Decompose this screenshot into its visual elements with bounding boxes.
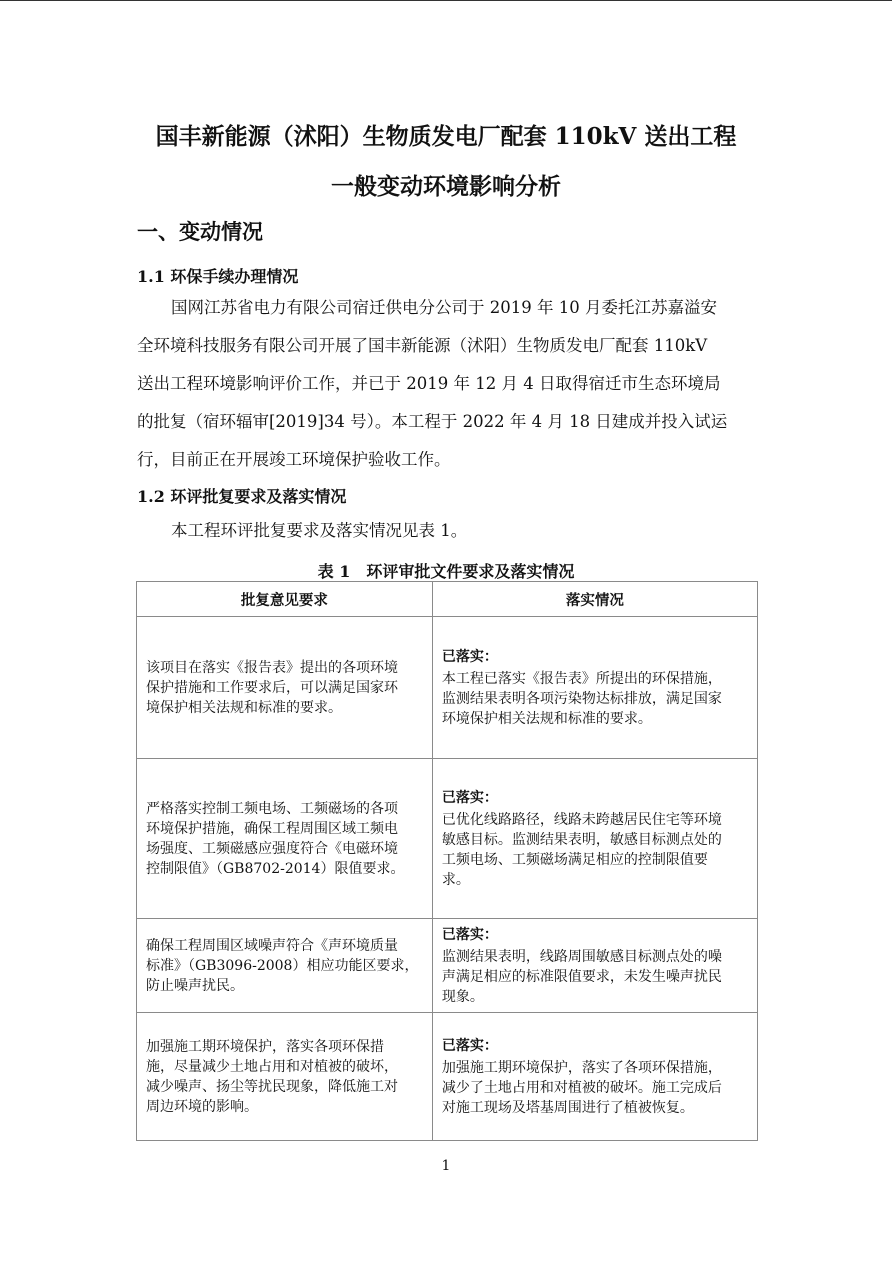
implementation-cell [432,919,757,1013]
document-title-line1: 国丰新能源（沭阳）生物质发电厂配套 110kV 送出工程 [155,123,737,150]
section-heading: 一、变动情况 [137,219,263,244]
requirement-cell [137,617,433,759]
paragraph-line: 本工程环评批复要求及落实情况见表 1。 [171,521,468,540]
paragraph-line: 国网江苏省电力有限公司宿迁供电分公司于 2019 年 10 月委托江苏嘉溢安 [171,298,717,317]
cell-line: 环境保护措施，确保工程周围区域工频电 [146,820,398,837]
cell-line: 减少噪声、扬尘等扰民现象，降低施工对 [146,1078,398,1095]
cell-line: 对施工现场及塔基周围进行了植被恢复。 [441,1099,694,1116]
cell-line: 减少了土地占用和对植被的破坏。施工完成后 [441,1079,722,1096]
cell-line: 保护措施和工作要求后，可以满足国家环 [146,679,398,696]
cell-line: 标准》（GB3096-2008）相应功能区要求， [146,957,419,974]
status-label: 已落实： [441,789,498,806]
document-title-line2: 一般变动环境影响分析 [331,173,561,200]
column-header-implementation: 落实情况 [432,582,757,617]
cell-line: 境保护相关法规和标准的要求。 [146,699,342,716]
cell-line: 敏感目标。监测结果表明，敏感目标测点处的 [441,831,722,848]
requirement-cell [137,1013,433,1141]
cell-line: 本工程已落实《报告表》所提出的环保措施， [441,670,722,687]
cell-line: 该项目在落实《报告表》提出的各项环境 [146,659,398,676]
implementation-cell [432,1013,757,1141]
paragraph-line: 的批复（宿环辐审[2019]34 号）。本工程于 2022 年 4 月 18 日建成并投入试运 [137,412,728,431]
paragraph-line: 全环境科技服务有限公司开展了国丰新能源（沭阳）生物质发电厂配套 110kV [137,336,708,355]
cell-line: 现象。 [441,988,484,1005]
requirement-cell [137,919,433,1013]
table-header-row [137,582,758,617]
cell-line: 确保工程周围区域噪声符合《声环境质量 [146,937,398,954]
table-row [137,759,758,919]
table-row [137,617,758,759]
paragraph-line: 行，目前正在开展竣工环境保护验收工作。 [137,450,451,469]
paragraph-environmental-procedures [137,289,757,479]
cell-line: 周边环境的影响。 [146,1098,258,1115]
page-top-border [0,0,892,1]
status-label: 已落实： [441,1037,498,1054]
implementation-cell [432,617,757,759]
cell-line: 加强施工期环境保护，落实了各项环保措施， [441,1059,722,1076]
cell-line: 施，尽量减少土地占用和对植被的破坏， [146,1058,398,1075]
requirement-cell [137,759,433,919]
table-caption: 表 1 环评审批文件要求及落实情况 [317,562,575,581]
cell-line: 已优化线路路径，线路未跨越居民住宅等环境 [441,811,722,828]
status-label: 已落实： [441,648,498,665]
cell-line: 监测结果表明，线路周围敏感目标测点处的噪 [441,948,722,965]
paragraph-table-reference [137,512,757,550]
subsection-heading-1-1: 1.1 环保手续办理情况 [137,267,299,286]
table-row [137,919,758,1013]
cell-line: 严格落实控制工频电场、工频磁场的各项 [146,800,398,817]
subsection-heading-1-2: 1.2 环评批复要求及落实情况 [137,487,347,506]
table-row [137,1013,758,1141]
cell-line: 监测结果表明各项污染物达标排放，满足国家 [441,690,722,707]
column-header-requirement: 批复意见要求 [137,582,433,617]
cell-line: 控制限值》（GB8702-2014）限值要求。 [146,860,405,877]
cell-line: 工频电场、工频磁场满足相应的控制限值要 [441,851,708,868]
page-number: 1 [441,1158,451,1174]
paragraph-line: 送出工程环境影响评价工作，并已于 2019 年 12 月 4 日取得宿迁市生态环境局 [137,374,721,393]
status-label: 已落实： [441,926,498,943]
cell-line: 防止噪声扰民。 [146,977,244,994]
cell-line: 环境保护相关法规和标准的要求。 [441,710,652,727]
cell-line: 加强施工期环境保护，落实各项环保措 [146,1038,384,1055]
cell-line: 声满足相应的标准限值要求，未发生噪声扰民 [441,968,722,985]
implementation-cell [432,759,757,919]
cell-line: 求。 [441,871,470,888]
cell-line: 场强度、工频磁感应强度符合《电磁环境 [146,840,398,857]
requirements-table [136,581,758,1141]
